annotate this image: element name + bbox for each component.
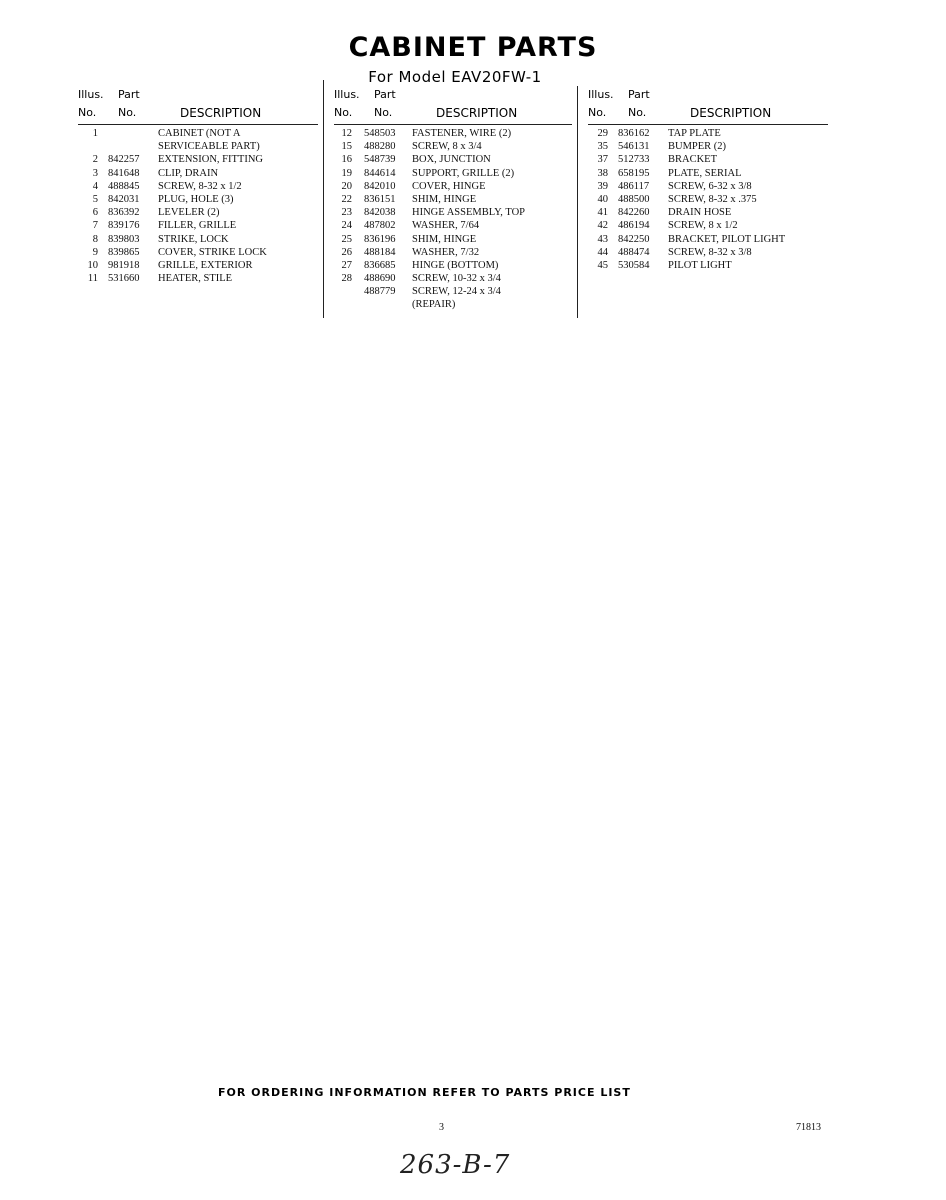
table-row <box>334 233 572 246</box>
table-row <box>78 259 318 272</box>
part-description: COVER, HINGE <box>412 180 486 192</box>
illus-number: 23 <box>341 207 352 219</box>
header-illus-no: No. <box>334 106 353 119</box>
part-description: FILLER, GRILLE <box>158 220 237 232</box>
parts-list <box>334 125 572 312</box>
part-description: BRACKET <box>668 154 718 166</box>
part-number: 531660 <box>108 273 140 285</box>
illus-number: 7 <box>92 220 98 232</box>
parts-list <box>78 125 318 285</box>
illus-number: 9 <box>92 246 98 258</box>
part-number: 839865 <box>108 246 140 258</box>
table-row <box>588 140 828 153</box>
part-description: DRAIN HOSE <box>668 207 732 219</box>
header-part-no: No. <box>374 106 393 119</box>
part-description: SCREW, 8 x 1/2 <box>668 220 738 232</box>
table-row <box>334 298 572 311</box>
part-description: SHIM, HINGE <box>412 193 477 205</box>
part-description: SCREW, 8-32 x 1/2 <box>158 180 242 192</box>
illus-number: 38 <box>597 167 608 179</box>
illus-number: 10 <box>87 259 98 271</box>
part-description: BRACKET, PILOT LIGHT <box>668 233 786 245</box>
part-description: WASHER, 7/64 <box>412 220 480 232</box>
part-description: SCREW, 12-24 x 3/4 <box>412 286 501 298</box>
table-row <box>78 206 318 219</box>
table-row <box>588 219 828 232</box>
illus-number: 19 <box>341 167 352 179</box>
illus-number: 20 <box>341 180 352 192</box>
table-row <box>78 246 318 259</box>
part-number: 486194 <box>618 220 650 232</box>
part-number: 842038 <box>364 207 396 219</box>
table-row <box>334 127 572 140</box>
illus-number: 35 <box>597 141 608 153</box>
illus-number: 11 <box>87 273 98 285</box>
table-row <box>588 259 828 272</box>
table-row <box>78 219 318 232</box>
illus-number: 15 <box>341 141 352 153</box>
table-row <box>334 167 572 180</box>
part-number: 842010 <box>364 180 396 192</box>
part-number: 836162 <box>618 128 650 139</box>
illus-number: 40 <box>597 193 608 205</box>
header-illus: Illus. <box>588 88 614 101</box>
parts-column <box>334 86 572 312</box>
illus-number: 2 <box>92 154 98 166</box>
header-illus-no: No. <box>78 106 97 119</box>
header-description: DESCRIPTION <box>180 106 262 120</box>
part-description: CLIP, DRAIN <box>158 167 219 179</box>
part-description: LEVELER (2) <box>158 207 220 219</box>
header-part: Part <box>374 88 396 101</box>
part-number: 546131 <box>618 141 650 153</box>
table-row <box>334 272 572 285</box>
part-description: (REPAIR) <box>412 299 456 311</box>
ordering-note: FOR ORDERING INFORMATION REFER TO PARTS PRICE LIST <box>218 1086 631 1099</box>
part-number: 486117 <box>618 180 650 192</box>
part-description: PILOT LIGHT <box>668 259 732 271</box>
header-illus: Illus. <box>334 88 360 101</box>
table-row <box>588 233 828 246</box>
part-description: FASTENER, WIRE (2) <box>412 128 512 139</box>
handwritten-note: 263-B-7 <box>400 1150 511 1180</box>
document-code: 71813 <box>796 1122 821 1133</box>
header-part-no: No. <box>628 106 647 119</box>
table-row <box>78 233 318 246</box>
illus-number: 28 <box>341 273 352 285</box>
table-row <box>588 127 828 140</box>
part-number: 836151 <box>364 193 396 205</box>
part-description: EXTENSION, FITTING <box>158 154 263 166</box>
table-row <box>334 180 572 193</box>
illus-number: 42 <box>597 220 608 232</box>
header-part: Part <box>118 88 140 101</box>
table-row <box>588 153 828 166</box>
part-number: 981918 <box>108 259 140 271</box>
column-header <box>588 86 828 125</box>
illus-number: 24 <box>341 220 352 232</box>
illus-number: 4 <box>92 180 98 192</box>
table-row <box>78 140 318 153</box>
header-part: Part <box>628 88 650 101</box>
column-header <box>334 86 572 125</box>
illus-number: 22 <box>341 193 352 205</box>
illus-number: 43 <box>597 233 608 245</box>
part-description: BOX, JUNCTION <box>412 154 491 166</box>
part-description: HEATER, STILE <box>158 273 233 285</box>
part-number: 487802 <box>364 220 396 232</box>
table-row <box>334 206 572 219</box>
illus-number: 3 <box>92 167 98 179</box>
part-description: HINGE ASSEMBLY, TOP <box>412 207 526 219</box>
table-row <box>78 167 318 180</box>
part-number: 488845 <box>108 180 140 192</box>
table-row <box>334 246 572 259</box>
part-description: TAP PLATE <box>668 128 721 139</box>
part-description: SCREW, 8 x 3/4 <box>412 141 482 153</box>
part-number: 836392 <box>108 207 140 219</box>
header-illus: Illus. <box>78 88 104 101</box>
table-row <box>334 140 572 153</box>
table-row <box>334 259 572 272</box>
header-part-no: No. <box>118 106 137 119</box>
part-number: 658195 <box>618 167 650 179</box>
table-row <box>334 153 572 166</box>
part-description: SCREW, 6-32 x 3/8 <box>668 180 752 192</box>
illus-number: 37 <box>597 154 608 166</box>
parts-column <box>588 86 828 272</box>
part-number: 488280 <box>364 141 396 153</box>
illus-number: 39 <box>597 180 608 192</box>
part-description: SCREW, 8-32 x .375 <box>668 193 757 205</box>
table-row <box>588 193 828 206</box>
part-description: CABINET (NOT A <box>158 128 241 139</box>
table-row <box>78 153 318 166</box>
illus-number: 41 <box>597 207 608 219</box>
part-number: 488474 <box>618 246 650 258</box>
part-number: 842031 <box>108 193 140 205</box>
model-subtitle: For Model EAV20FW-1 <box>368 68 542 86</box>
table-row <box>588 180 828 193</box>
column-divider <box>323 80 324 318</box>
part-description: WASHER, 7/32 <box>412 246 480 258</box>
column-divider <box>577 86 578 318</box>
part-number: 844614 <box>364 167 396 179</box>
part-description: SERVICEABLE PART) <box>158 141 260 153</box>
illus-number: 5 <box>92 193 98 205</box>
illus-number: 25 <box>341 233 352 245</box>
header-description: DESCRIPTION <box>690 106 772 120</box>
illus-number: 16 <box>341 154 352 166</box>
part-description: BUMPER (2) <box>668 141 727 153</box>
part-number: 839803 <box>108 233 140 245</box>
part-description: GRILLE, EXTERIOR <box>158 259 253 271</box>
parts-list <box>588 125 828 272</box>
column-header <box>78 86 318 125</box>
part-number: 530584 <box>618 259 650 271</box>
table-row <box>334 219 572 232</box>
part-number: 488500 <box>618 193 650 205</box>
table-row <box>334 285 572 298</box>
part-number: 836196 <box>364 233 396 245</box>
part-description: PLUG, HOLE (3) <box>158 193 234 205</box>
illus-number: 29 <box>597 128 608 139</box>
part-number: 488184 <box>364 246 396 258</box>
table-row <box>588 167 828 180</box>
part-description: COVER, STRIKE LOCK <box>158 246 267 258</box>
table-row <box>78 272 318 285</box>
page-number: 3 <box>439 1122 444 1133</box>
illus-number: 1 <box>92 128 98 139</box>
part-description: PLATE, SERIAL <box>668 167 742 179</box>
illus-number: 6 <box>92 207 98 219</box>
part-description: SCREW, 10-32 x 3/4 <box>412 273 501 285</box>
part-description: STRIKE, LOCK <box>158 233 229 245</box>
part-number: 842257 <box>108 154 140 166</box>
part-number: 548503 <box>364 128 396 139</box>
header-description: DESCRIPTION <box>436 106 518 120</box>
part-number: 548739 <box>364 154 396 166</box>
part-number: 488779 <box>364 286 396 298</box>
illus-number: 45 <box>597 259 608 271</box>
part-number: 488690 <box>364 273 396 285</box>
part-description: SHIM, HINGE <box>412 233 477 245</box>
illus-number: 27 <box>341 259 352 271</box>
table-row <box>78 180 318 193</box>
header-illus-no: No. <box>588 106 607 119</box>
part-number: 839176 <box>108 220 140 232</box>
table-row <box>78 127 318 140</box>
part-description: SCREW, 8-32 x 3/8 <box>668 246 752 258</box>
parts-column <box>78 86 318 285</box>
part-number: 842250 <box>618 233 650 245</box>
part-number: 836685 <box>364 259 396 271</box>
illus-number: 12 <box>341 128 352 139</box>
table-row <box>588 246 828 259</box>
illus-number: 26 <box>341 246 352 258</box>
part-number: 841648 <box>108 167 140 179</box>
illus-number: 8 <box>92 233 98 245</box>
part-number: 512733 <box>618 154 650 166</box>
part-description: SUPPORT, GRILLE (2) <box>412 167 515 179</box>
part-number: 842260 <box>618 207 650 219</box>
page-title: CABINET PARTS <box>348 32 598 63</box>
part-description: HINGE (BOTTOM) <box>412 259 499 271</box>
table-row <box>588 206 828 219</box>
table-row <box>78 193 318 206</box>
illus-number: 44 <box>597 246 608 258</box>
table-row <box>334 193 572 206</box>
